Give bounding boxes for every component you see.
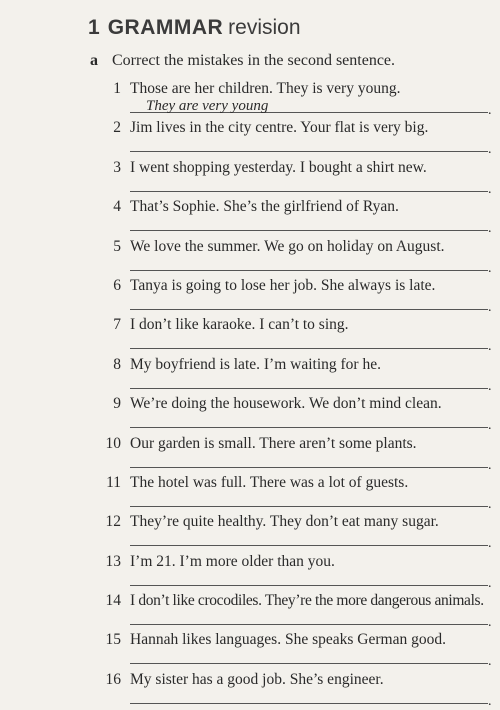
- item-sentence: I don’t like karaoke. I can’t to sing.: [130, 316, 349, 334]
- answer-line[interactable]: [130, 624, 488, 625]
- answer-period: .: [488, 654, 492, 670]
- section-number: 1: [88, 16, 100, 39]
- answer-line[interactable]: [130, 663, 488, 664]
- item-number: 5: [113, 237, 121, 255]
- exercise-item: [0, 591, 500, 630]
- answer-period: .: [488, 693, 492, 709]
- exercise-item: [0, 158, 500, 197]
- answer-period: .: [488, 378, 492, 394]
- exercise-item: [0, 355, 500, 394]
- exercise-item: [0, 512, 500, 551]
- item-sentence: Our garden is small. There aren’t some plants.: [130, 434, 417, 452]
- answer-line[interactable]: [130, 230, 488, 231]
- answer-line[interactable]: [130, 467, 488, 468]
- handwritten-answer: They are very young: [146, 98, 269, 114]
- answer-line[interactable]: [130, 191, 488, 192]
- item-number: 6: [113, 276, 121, 294]
- section-title: GRAMMAR: [107, 16, 224, 39]
- item-number: 9: [113, 395, 121, 413]
- exercise-item: [0, 630, 500, 669]
- answer-line[interactable]: [130, 151, 488, 152]
- answer-period: .: [488, 496, 492, 512]
- item-number: 3: [113, 158, 121, 176]
- item-number: 10: [105, 434, 121, 452]
- answer-period: .: [488, 536, 492, 552]
- item-number: 1: [113, 80, 121, 97]
- item-sentence: Jim lives in the city centre. Your flat is very big.: [130, 119, 429, 137]
- answer-line[interactable]: [130, 703, 488, 704]
- exercise-item: [0, 394, 500, 433]
- item-sentence: I don’t like crocodiles. They’re the more dangerous animals.: [130, 592, 484, 610]
- item-number: 4: [113, 198, 121, 216]
- exercise-item: [0, 79, 500, 118]
- exercise-item: [0, 197, 500, 236]
- answer-period: .: [488, 103, 492, 118]
- item-sentence: We’re doing the housework. We don’t mind clean.: [130, 395, 442, 413]
- exercise-item: [0, 237, 500, 276]
- answer-period: .: [488, 299, 492, 315]
- item-sentence: That’s Sophie. She’s the girlfriend of Ryan.: [130, 198, 399, 216]
- answer-period: .: [488, 457, 492, 473]
- item-number: 2: [113, 119, 121, 137]
- exercise-item: [0, 276, 500, 315]
- answer-period: .: [488, 339, 492, 355]
- item-sentence: Those are her children. They is very young.: [130, 80, 401, 97]
- answer-line[interactable]: [130, 545, 488, 546]
- answer-line[interactable]: [130, 388, 488, 389]
- item-number: 14: [105, 592, 121, 610]
- answer-period: .: [488, 221, 492, 237]
- item-sentence: My boyfriend is late. I’m waiting for he.: [130, 355, 381, 373]
- exercise-item: [0, 118, 500, 157]
- item-sentence: My sister has a good job. She’s engineer.: [130, 670, 384, 688]
- item-number: 7: [113, 316, 121, 334]
- item-sentence: We love the summer. We go on holiday on August.: [130, 237, 445, 255]
- item-sentence: I’m 21. I’m more older than you.: [130, 552, 335, 570]
- answer-line[interactable]: [130, 585, 488, 586]
- item-sentence: They’re quite healthy. They don’t eat many sugar.: [130, 513, 439, 531]
- answer-period: .: [488, 418, 492, 434]
- exercise-instruction: Correct the mistakes in the second sentence.: [112, 52, 396, 69]
- item-number: 16: [105, 670, 121, 688]
- item-number: 15: [105, 631, 121, 649]
- answer-period: .: [488, 575, 492, 591]
- item-sentence: Tanya is going to lose her job. She always is late.: [130, 276, 436, 294]
- section-subtitle: revision: [228, 16, 301, 39]
- exercise-item: [0, 670, 500, 709]
- item-number: 13: [105, 552, 121, 570]
- exercise-item: [0, 552, 500, 591]
- item-number: 12: [105, 513, 121, 531]
- exercise-instruction-row: [90, 52, 395, 70]
- exercise-letter: a: [90, 52, 98, 69]
- answer-period: .: [488, 181, 492, 197]
- answer-line[interactable]: [130, 348, 488, 349]
- item-number: 11: [106, 473, 121, 491]
- item-sentence: Hannah likes languages. She speaks German good.: [130, 631, 446, 649]
- answer-line[interactable]: [130, 309, 488, 310]
- exercise-item: [0, 473, 500, 512]
- section-heading: [88, 16, 301, 40]
- answer-period: .: [488, 260, 492, 276]
- answer-period: .: [488, 142, 492, 158]
- exercise-item: [0, 315, 500, 354]
- answer-line[interactable]: [130, 506, 488, 507]
- answer-period: .: [488, 615, 492, 631]
- answer-line[interactable]: [130, 270, 488, 271]
- item-sentence: I went shopping yesterday. I bought a shirt new.: [130, 158, 427, 176]
- exercise-items: [0, 79, 500, 709]
- item-number: 8: [113, 355, 121, 373]
- answer-line[interactable]: [130, 427, 488, 428]
- item-sentence: The hotel was full. There was a lot of guests.: [130, 473, 409, 491]
- exercise-item: [0, 434, 500, 473]
